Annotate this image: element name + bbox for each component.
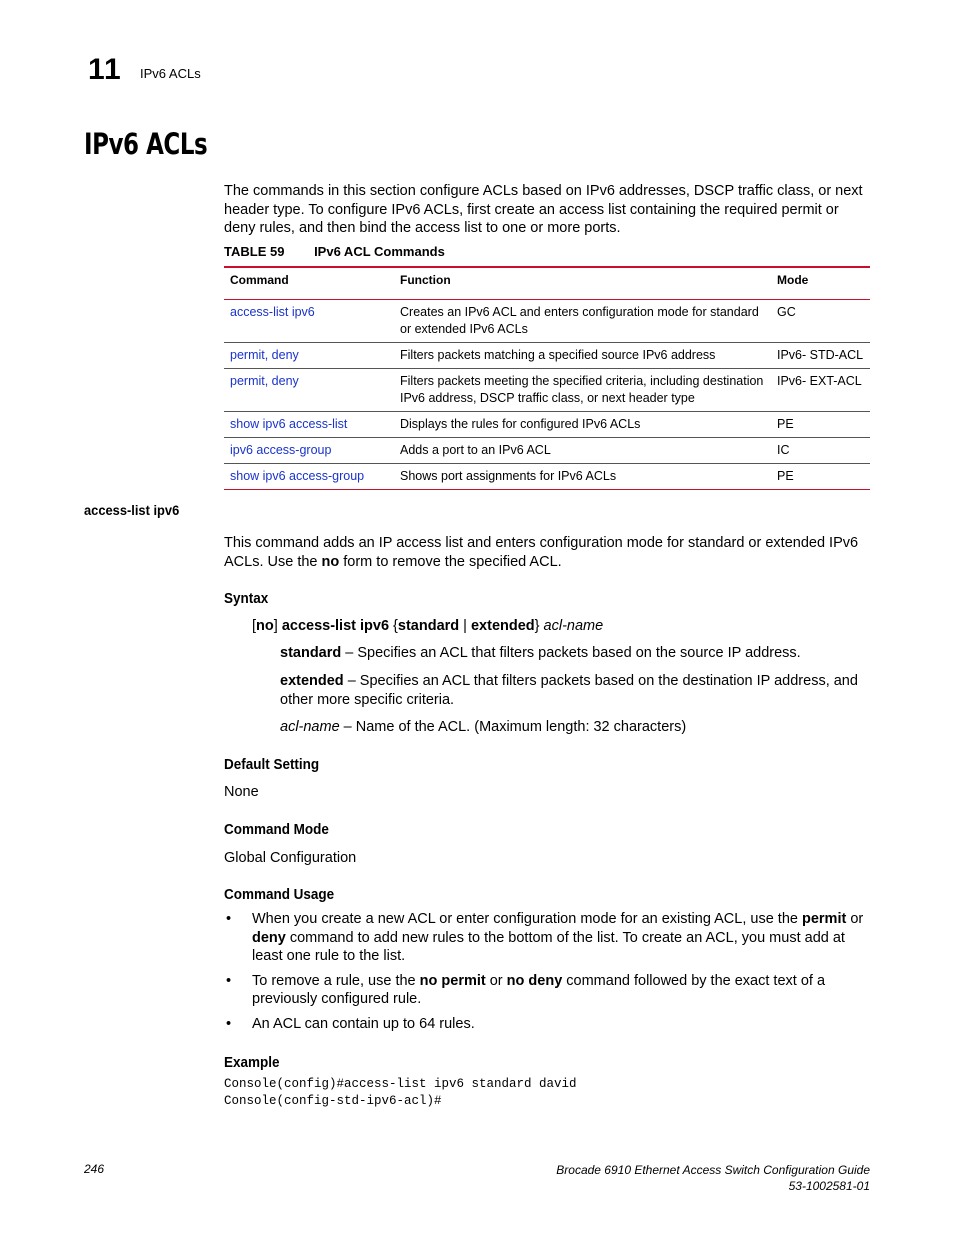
syntax-pipe: | xyxy=(459,617,471,634)
param-name: extended xyxy=(280,672,344,689)
syntax-brace-open: { xyxy=(389,617,398,634)
description-paragraph xyxy=(224,534,874,571)
example-code xyxy=(224,1076,577,1110)
table-header-row xyxy=(224,267,870,300)
page-number: 246 xyxy=(84,1162,105,1176)
command-link[interactable]: permit, deny xyxy=(224,343,394,369)
keyword-no: no xyxy=(321,553,340,570)
table-caption-title: IPv6 ACL Commands xyxy=(314,244,445,259)
syntax-bracket-open: [ xyxy=(252,617,257,634)
syntax-extended: extended xyxy=(470,617,535,634)
list-item: • To remove a rule, use the no permit or no deny command followed by the exact text of a previously configured rule. xyxy=(226,972,826,1008)
page-title: IPv6 ACLs xyxy=(84,127,208,161)
param-name: acl-name xyxy=(280,719,340,736)
mode-cell: PE xyxy=(771,412,870,438)
command-mode-value: Global Configuration xyxy=(224,849,357,866)
param-standard xyxy=(224,644,874,663)
param-acl-name xyxy=(224,718,874,737)
keyword-no-deny: no deny xyxy=(506,972,563,989)
doc-title: Brocade 6910 Ethernet Access Switch Configuration Guide xyxy=(556,1163,870,1177)
footer-doc-info xyxy=(556,1162,870,1194)
column-header-function: Function xyxy=(394,267,771,300)
syntax-line xyxy=(224,617,874,636)
mode-cell: IPv6- STD-ACL xyxy=(771,343,870,369)
function-cell: Filters packets matching a specified source IPv6 address xyxy=(394,343,771,369)
commands-table xyxy=(224,266,870,490)
table-row xyxy=(224,438,870,464)
param-extended xyxy=(224,672,874,709)
param-desc: – Specifies an ACL that filters packets based on the destination IP address, and other more specific criteria. xyxy=(280,672,858,708)
usage-list xyxy=(224,910,874,1072)
syntax-bracket-close: ] xyxy=(273,617,282,634)
command-link[interactable]: access-list ipv6 xyxy=(224,300,394,343)
function-cell: Filters packets meeting the specified criteria, including destination IPv6 address, DSCP traffic class, or next header type xyxy=(394,369,771,412)
code-line: Console(config)#access-list ipv6 standard david xyxy=(224,1077,577,1091)
command-link[interactable]: ipv6 access-group xyxy=(224,438,394,464)
table-row xyxy=(224,300,870,343)
list-item: • When you create a new ACL or enter configuration mode for an existing ACL, use the permit or deny command to add new rules to the bottom of the list. To create an ACL, you must add at least one rule to the list. xyxy=(226,911,864,965)
chapter-title: IPv6 ACLs xyxy=(140,66,201,81)
table-row xyxy=(224,412,870,438)
param-name: standard xyxy=(280,645,342,662)
keyword-no-permit: no permit xyxy=(419,972,486,989)
keyword-permit: permit xyxy=(801,911,847,927)
mode-cell: GC xyxy=(771,300,870,343)
syntax-command: access-list ipv6 xyxy=(281,617,390,634)
description-text-end: form to remove the specified ACL. xyxy=(339,553,562,570)
code-line: Console(config-std-ipv6-acl)# xyxy=(224,1094,442,1108)
list-item: • An ACL can contain up to 64 rules. xyxy=(226,1015,475,1032)
param-desc: – Name of the ACL. (Maximum length: 32 characters) xyxy=(339,719,687,736)
command-mode-heading: Command Mode xyxy=(224,821,329,838)
table-caption xyxy=(224,244,445,259)
table-row xyxy=(224,464,870,490)
syntax-no: no xyxy=(256,617,274,634)
table-row xyxy=(224,343,870,369)
default-setting-heading: Default Setting xyxy=(224,756,320,773)
command-usage-heading: Command Usage xyxy=(224,887,335,904)
section-body xyxy=(224,534,874,905)
function-cell: Displays the rules for configured IPv6 ACLs xyxy=(394,412,771,438)
description-text: This command adds an IP access list and enters configuration mode for standard or extended IPv6 ACLs. Use the xyxy=(224,535,859,570)
section-heading: access-list ipv6 xyxy=(84,502,180,518)
syntax-standard: standard xyxy=(397,617,460,634)
syntax-param: acl-name xyxy=(543,617,604,634)
doc-number: 53-1002581-01 xyxy=(788,1179,870,1193)
mode-cell: PE xyxy=(771,464,870,490)
command-link[interactable]: show ipv6 access-group xyxy=(224,464,394,490)
default-setting-value: None xyxy=(224,784,259,801)
function-cell: Adds a port to an IPv6 ACL xyxy=(394,438,771,464)
param-desc: – Specifies an ACL that filters packets based on the source IP address. xyxy=(341,645,801,662)
mode-cell: IC xyxy=(771,438,870,464)
table-row xyxy=(224,369,870,412)
table-caption-number: TABLE 59 xyxy=(224,244,285,259)
function-cell: Shows port assignments for IPv6 ACLs xyxy=(394,464,771,490)
function-cell: Creates an IPv6 ACL and enters configuration mode for standard or extended IPv6 ACLs xyxy=(394,300,771,343)
example-heading: Example xyxy=(224,1054,280,1071)
keyword-deny: deny xyxy=(252,929,286,946)
column-header-command: Command xyxy=(224,267,394,300)
command-link[interactable]: permit, deny xyxy=(224,369,394,412)
command-link[interactable]: show ipv6 access-list xyxy=(224,412,394,438)
syntax-brace-close: } xyxy=(534,617,544,634)
chapter-number: 11 xyxy=(88,53,122,86)
syntax-heading: Syntax xyxy=(224,591,269,608)
column-header-mode: Mode xyxy=(771,267,870,300)
intro-paragraph: The commands in this section configure ACLs based on IPv6 addresses, DSCP traffic class, or next header type. To configure IPv6 ACLs, first create an access list containing the required permit or deny rules, and then bind the access list to one or more ports. xyxy=(224,183,863,237)
mode-cell: IPv6- EXT-ACL xyxy=(771,369,870,412)
